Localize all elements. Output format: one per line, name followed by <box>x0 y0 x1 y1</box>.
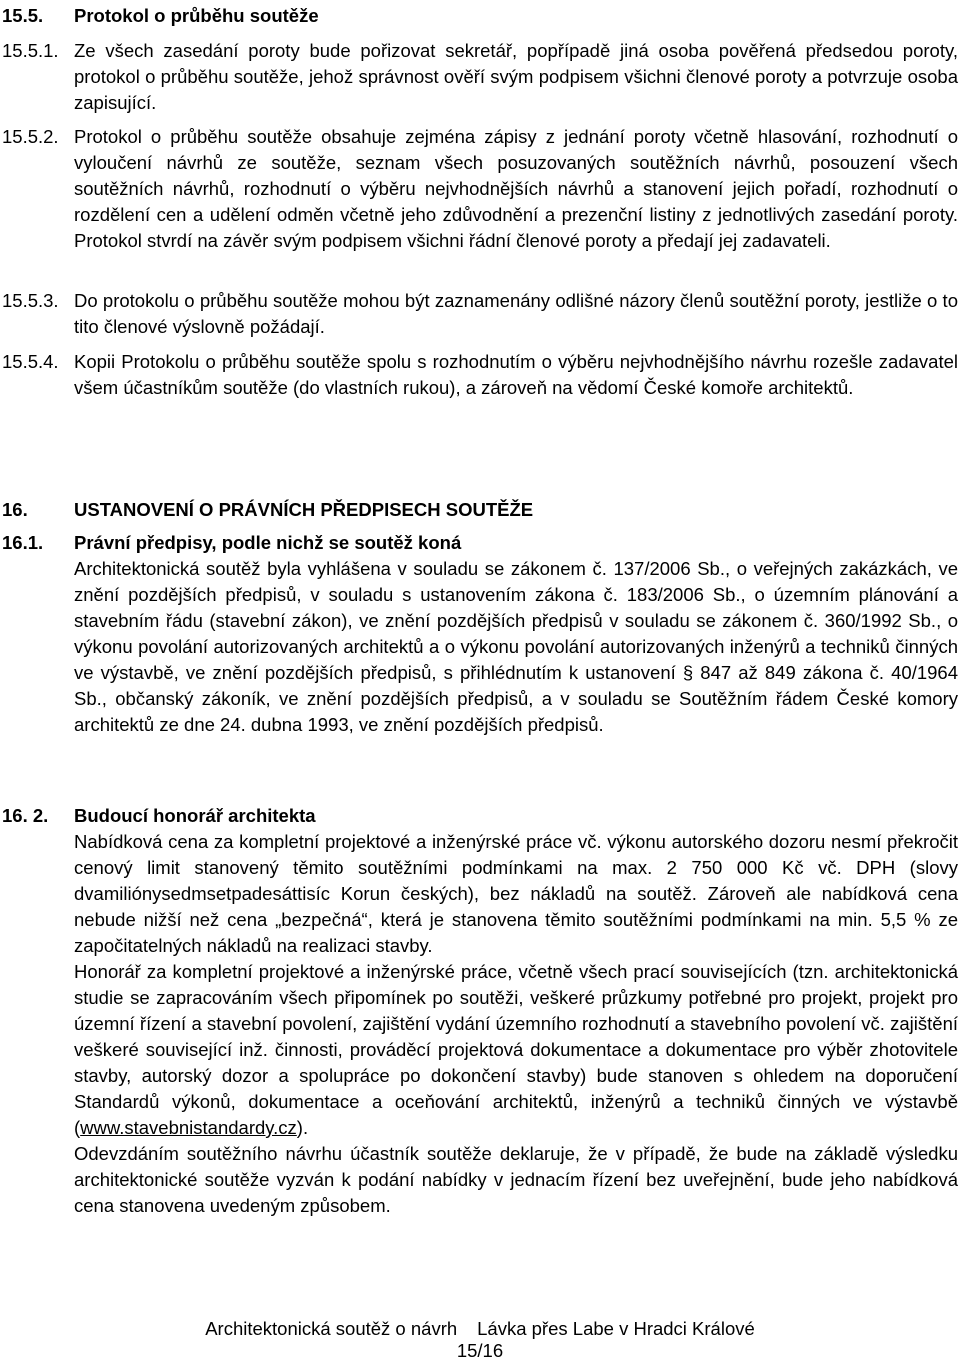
paragraph-number: 15.5.4. <box>2 351 59 372</box>
subsection-16-1 <box>2 530 958 738</box>
paragraph-number: 15.5.2. <box>2 126 59 147</box>
footer-left-text: Architektonická soutěž o návrh <box>205 1318 458 1339</box>
subsection-number: 16. 2. <box>2 805 49 826</box>
subsection-text: Architektonická soutěž byla vyhlášena v souladu se zákonem č. 137/2006 Sb., o veřejných zakázkách, ve znění pozdějších předpisů, v souladu s ustanovením zákona č. 183/2006 Sb., o územním plánování a stavebním řádu (stavební zákon), ve znění pozdějších předpisů v souladu se zákonem č. 360/1992 Sb., o výkonu povolání autorizovaných architektů a o výkonu povolání autorizovaných inženýrů a techniků činných ve výstavbě, ve znění pozdějších předpisů, s přihlédnutím k ustanovení § 847 až 849 zákona č. 40/1964 Sb., občanský zákoník, ve znění pozdějších předpisů, a v souladu se Soutěžním řádem České komory architektů ze dne 24. dubna 1993, ve znění pozdějších předpisů. <box>74 558 958 735</box>
chapter-heading <box>2 497 533 523</box>
section-number: 15.5. <box>2 5 44 26</box>
subsection-number: 16.1. <box>2 532 44 553</box>
paragraph-text: Kopii Protokolu o průběhu soutěže spolu s rozhodnutím o výběru nejvhodnějšího návrhu rozešle zadavatel všem účastníkům soutěže (do vlastních rukou), a zároveň na vědomí České komoře architektů. <box>74 351 958 398</box>
section-heading <box>2 3 319 29</box>
subsection-title: Budoucí honorář architekta <box>74 805 316 826</box>
paragraph-15-5-4 <box>2 349 958 401</box>
subsection-body <box>74 829 958 1219</box>
paragraph-text: ). <box>296 1117 309 1138</box>
chapter-number: 16. <box>2 499 28 520</box>
subsection-title: Právní předpisy, podle nichž se soutěž koná <box>74 532 462 553</box>
paragraph-15-5-3 <box>2 288 958 340</box>
paragraph-price-limit: Nabídková cena za kompletní projektové a inženýrské práce vč. výkonu autorského dozoru nesmí překročit cenový limit stanovený těmito soutěžními podmínkami na max. 2 750 000 Kč vč. DPH (slovy dvamiliónysedmsetpadesáttisíc Korun českých), bez nákladů na soutěž. Zároveň ale nabídková cena nebude nižší než cena „bezpečná“, která je stanovena těmito soutěžními podmínkami na min. 5,5 % ze započitatelných nákladů na realizaci stavby. <box>74 831 958 956</box>
standards-link[interactable]: www.stavebnistandardy.cz <box>80 1117 297 1138</box>
paragraph-declaration: Odevzdáním soutěžního návrhu účastník soutěže deklaruje, že v případě, že bude na základě výsledku architektonické soutěže vyzván k podání nabídky v jednacím řízení bez uveřejnění, bude jeho nabídková cena stanovena uvedeným způsobem. <box>74 1143 958 1216</box>
paragraph-text: Ze všech zasedání poroty bude pořizovat sekretář, popřípadě jiná osoba pověřená předsedou poroty, protokol o průběhu soutěže, jehož správnost ověří svým podpisem všichni členové poroty a potvrzuje osoba zapisující. <box>74 40 958 113</box>
paragraph-text: Do protokolu o průběhu soutěže mohou být zaznamenány odlišné názory členů soutěžní poroty, jestliže o to tito členové výslovně požádají. <box>74 290 958 337</box>
paragraph-text: Protokol o průběhu soutěže obsahuje zejména zápisy z jednání poroty včetně hlasování, rozhodnutí o vyloučení návrhů ze soutěže, seznam všech posuzovaných soutěžních návrhů, posouzení všech soutěžních návrhů, rozhodnutí o výběru nejvhodnějších návrhů a stanovení jejich pořadí, rozhodnutí o rozdělení cen a udělení odměn včetně jeho zdůvodnění a prezenční listiny z jednotlivých zasedání poroty. Protokol stvrdí na závěr svým podpisem všichni řádní členové poroty a předají jej zadavateli. <box>74 126 958 251</box>
footer-right-text: Lávka přes Labe v Hradci Králové <box>477 1318 755 1339</box>
paragraph-15-5-1 <box>2 38 958 116</box>
subsection-16-2 <box>2 803 958 1219</box>
subsection-heading <box>2 530 958 556</box>
paragraph-number: 15.5.1. <box>2 40 59 61</box>
paragraph-text: Honorář za kompletní projektové a inženýrské práce, včetně všech prací souvisejících (tzn. architektonická studie se zapracováním všech připomínek po soutěži, veškeré průzkumy potřebné pro projekt, projekt pro územní řízení a stavební povolení, zajištění vydání územního rozhodnutí a stavebního povolení vč. zajištění veškeré související inž. činnosti, prováděcí projektová dokumentace a dokumentace pro výběr zhotovitele stavby, autorský dozor a spolupráce po dokončení stavby) bude stanoven s ohledem na doporučení Standardů výkonů, dokumentace a oceňování architektů, inženýrů a techniků činných ve výstavbě ( <box>74 961 958 1138</box>
subsection-heading <box>2 803 958 829</box>
paragraph-15-5-2 <box>2 124 958 254</box>
page-number <box>0 1338 960 1364</box>
paragraph-fee-scope <box>74 959 958 1141</box>
paragraph-number: 15.5.3. <box>2 290 59 311</box>
chapter-title: USTANOVENÍ O PRÁVNÍCH PŘEDPISECH SOUTĚŽE <box>74 499 534 520</box>
page-number-text: 15/16 <box>456 1340 504 1361</box>
section-title: Protokol o průběhu soutěže <box>74 5 319 26</box>
